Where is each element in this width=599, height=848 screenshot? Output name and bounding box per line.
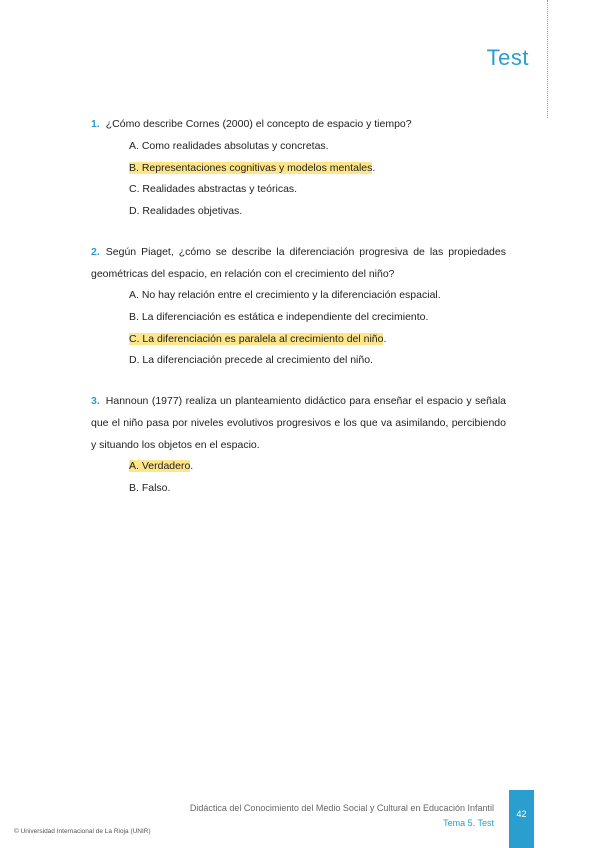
option-3a	[129, 459, 193, 473]
option-text-highlighted: A. Verdadero	[129, 460, 191, 472]
page-number: 42	[516, 809, 527, 819]
footer-course-title: Didáctica del Conocimiento del Medio Social y Cultural en Educación Infantil	[189, 803, 494, 813]
header-divider-line	[547, 0, 548, 118]
question-3	[91, 390, 506, 456]
option-2c	[129, 332, 386, 346]
option-1c	[129, 182, 297, 196]
option-suffix: .	[190, 460, 194, 472]
option-2a	[129, 288, 441, 302]
option-suffix: .	[372, 162, 376, 174]
copyright-notice: © Universidad Internacional de La Rioja (UNIR)	[14, 828, 151, 835]
option-2d	[129, 353, 373, 367]
option-1b	[129, 161, 375, 175]
option-text: D. Realidades objetivas.	[129, 205, 243, 217]
question-2	[91, 241, 506, 285]
option-suffix: .	[383, 333, 387, 345]
option-text: B. Falso.	[129, 482, 171, 494]
option-text-highlighted: C. La diferenciación es paralela al crecimiento del niño	[129, 333, 384, 345]
option-text: A. Como realidades absolutas y concretas.	[129, 140, 329, 152]
footer-section: Tema 5. Test	[443, 818, 494, 828]
option-1a	[129, 139, 329, 153]
option-3b	[129, 481, 170, 495]
option-text: B. La diferenciación es estática e independiente del crecimiento.	[129, 311, 429, 323]
question-number: 1.	[91, 118, 100, 130]
option-text-highlighted: B. Representaciones cognitivas y modelos mentales	[129, 162, 373, 174]
page-number-box	[509, 790, 534, 848]
question-text: ¿Cómo describe Cornes (2000) el concepto de espacio y tiempo?	[105, 118, 412, 130]
option-text: C. Realidades abstractas y teóricas.	[129, 183, 298, 195]
question-text: Hannoun (1977) realiza un planteamiento didáctico para enseñar el espacio y señala que el niño pasa por niveles evolutivos progresivos e los que va asimilando, percibiendo y situando los objetos en el espacio.	[91, 395, 506, 451]
question-text: Según Piaget, ¿cómo se describe la diferenciación progresiva de las propiedades geométricas del espacio, en relación con el crecimiento del niño?	[91, 246, 506, 280]
option-text: A. No hay relación entre el crecimiento y la diferenciación espacial.	[129, 289, 441, 301]
question-number: 3.	[91, 395, 100, 407]
option-1d	[129, 204, 242, 218]
question-1	[91, 113, 506, 135]
page-title: Test	[486, 45, 529, 70]
option-text: D. La diferenciación precede al crecimiento del niño.	[129, 354, 373, 366]
option-2b	[129, 310, 428, 324]
question-number: 2.	[91, 246, 100, 258]
